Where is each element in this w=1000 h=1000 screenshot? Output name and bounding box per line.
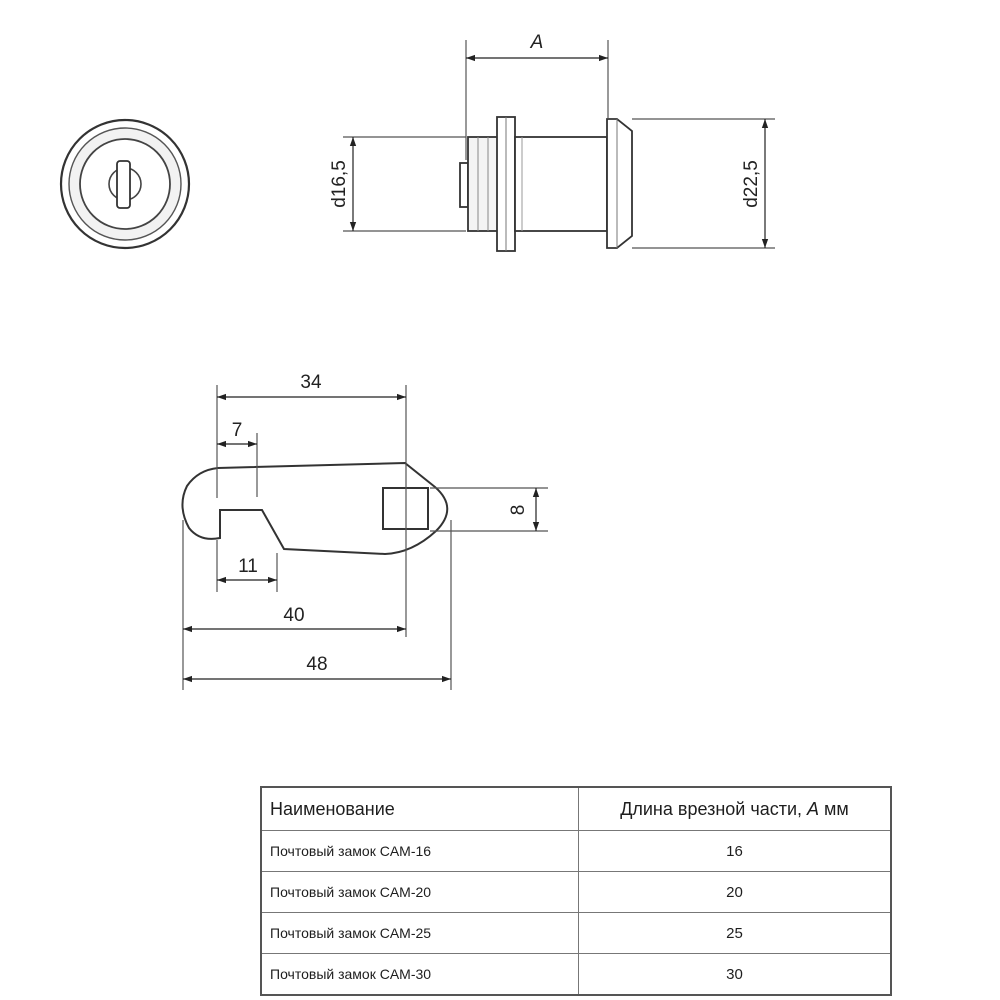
- row-name: Почтовый замок CAM-25: [261, 913, 579, 954]
- row-name: Почтовый замок CAM-20: [261, 872, 579, 913]
- dim-label-8: 8: [508, 504, 529, 516]
- cylinder-rear: [468, 137, 498, 231]
- table-row: [261, 954, 891, 996]
- dim-label-11: 11: [238, 556, 258, 577]
- dim-label-7: 7: [231, 420, 243, 441]
- row-name: Почтовый замок CAM-30: [261, 954, 579, 996]
- dim-label-d16: d16,5: [329, 160, 350, 208]
- header-length-var: A: [807, 798, 820, 819]
- rear-stub: [460, 163, 468, 207]
- row-length: 20: [579, 872, 892, 913]
- keyway-slot: [117, 161, 130, 208]
- dim-label-40: 40: [283, 605, 305, 626]
- flange: [607, 119, 632, 248]
- row-length: 16: [579, 831, 892, 872]
- header-length: [579, 787, 892, 831]
- row-length: 30: [579, 954, 892, 996]
- spec-table: [260, 786, 892, 996]
- table-row: [261, 913, 891, 954]
- table-row: [261, 872, 891, 913]
- dim-label-48: 48: [306, 654, 328, 675]
- threaded-body: [515, 137, 607, 231]
- header-length-prefix: Длина врезной части,: [620, 798, 808, 819]
- row-length: 25: [579, 913, 892, 954]
- dim-label-a: A: [530, 32, 544, 53]
- lock-front-view: [61, 120, 189, 248]
- row-name: Почтовый замок CAM-16: [261, 831, 579, 872]
- header-length-unit: мм: [819, 798, 849, 819]
- lock-side-view: [329, 32, 775, 251]
- dim-label-34: 34: [300, 372, 322, 393]
- header-name: Наименование: [261, 787, 579, 831]
- cam-tongue-view: [182, 372, 548, 690]
- dim-label-d22: d22,5: [741, 160, 762, 208]
- table-header-row: [261, 787, 891, 831]
- table-row: [261, 831, 891, 872]
